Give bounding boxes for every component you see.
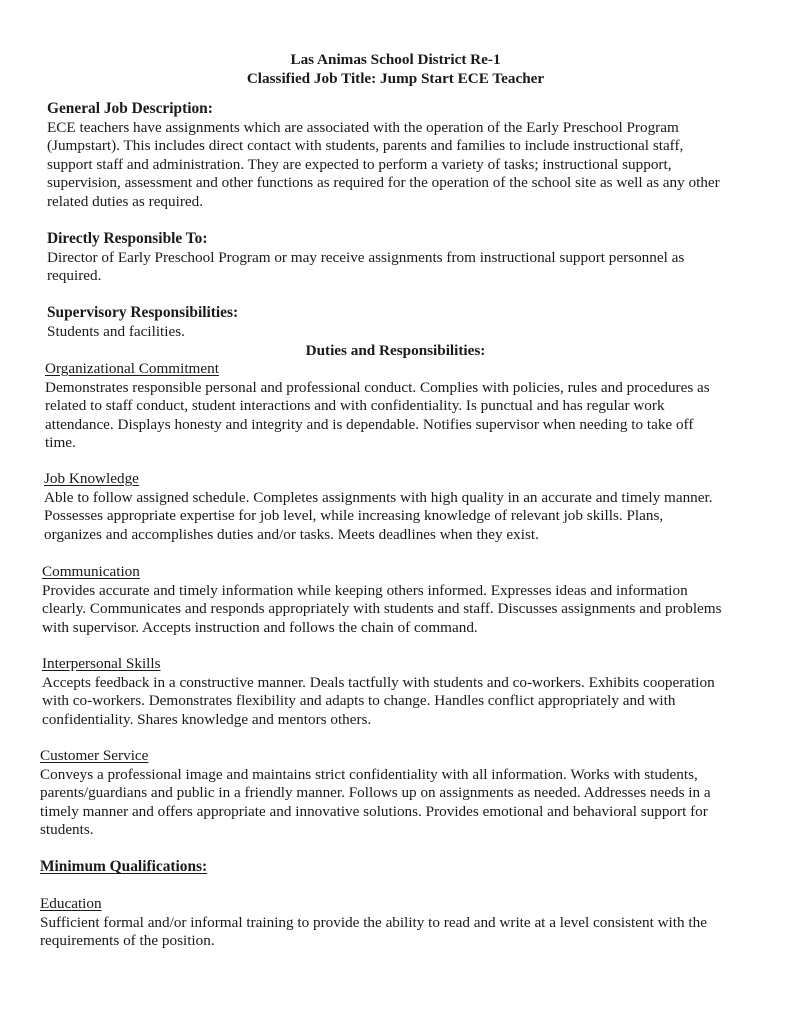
organizational-section	[45, 360, 775, 453]
job-knowledge-heading: Job Knowledge	[44, 470, 139, 487]
general-description-heading: General Job Description:	[47, 100, 213, 117]
interpersonal-line: confidentiality. Shares knowledge and mentors others.	[42, 710, 372, 728]
responsible-line: required.	[47, 267, 102, 285]
education-section	[40, 895, 785, 951]
supervisory-heading: Supervisory Responsibilities:	[47, 304, 239, 321]
organizational-line: attendance. Displays honesty and integrity and is dependable. Notifies supervisor when needing to take off	[45, 415, 694, 433]
job-knowledge-line: organizes and accomplishes duties and/or tasks. Meets deadlines when they exist.	[44, 525, 539, 543]
interpersonal-line: with co-workers. Demonstrates flexibility and adapts to change. Handles conflict appropriately and with	[42, 692, 676, 710]
communication-line: with supervisor. Accepts instruction and follows the chain of command.	[42, 618, 478, 636]
communication-section	[42, 563, 782, 637]
customer-service-line: students.	[40, 821, 94, 839]
communication-line: clearly. Communicates and responds appropriately with students and staff. Discusses assignments and problems	[42, 600, 722, 618]
supervisory-line: Students and facilities.	[47, 322, 185, 340]
document-header	[0, 50, 791, 88]
general-line: ECE teachers have assignments which are associated with the operation of the Early Preschool Program	[47, 118, 679, 136]
duties-heading: Duties and Responsibilities:	[305, 342, 486, 359]
supervisory-section	[47, 304, 767, 341]
organizational-line: Demonstrates responsible personal and professional conduct. Complies with policies, rules and procedures as	[45, 378, 710, 396]
job-title: Classified Job Title: Jump Start ECE Teacher	[246, 70, 545, 87]
customer-service-line: Conveys a professional image and maintains strict confidentiality with all information. Works with students,	[40, 765, 698, 783]
organizational-line: related to staff conduct, student interactions and with confidentiality. Is punctual and has regular work	[45, 397, 665, 415]
job-knowledge-section	[44, 470, 779, 544]
interpersonal-section	[42, 655, 782, 729]
general-description-section	[47, 100, 767, 212]
responsible-line: Director of Early Preschool Program or may receive assignments from instructional support personnel as	[47, 248, 685, 266]
customer-service-heading: Customer Service	[40, 747, 149, 764]
education-line: Sufficient formal and/or informal training to provide the ability to read and write at a level consistent with the	[40, 913, 707, 931]
customer-service-line: timely manner and offers appropriate and innovative solutions. Provides emotional and behavioral support for	[40, 802, 708, 820]
interpersonal-heading: Interpersonal Skills	[42, 655, 161, 672]
customer-service-section	[40, 747, 785, 840]
general-line: support staff and administration. They are expected to perform a variety of tasks; instructional support,	[47, 155, 672, 173]
min-qualifications-section	[40, 858, 440, 877]
min-qualifications-heading: Minimum Qualifications:	[40, 858, 208, 875]
education-line: requirements of the position.	[40, 932, 215, 950]
job-knowledge-line: Able to follow assigned schedule. Completes assignments with high quality in an accurate and timely manner.	[44, 488, 713, 506]
interpersonal-line: Accepts feedback in a constructive manner. Deals tactfully with students and co-workers. Exhibits cooperation	[42, 673, 715, 691]
district-name: Las Animas School District Re-1	[290, 51, 501, 68]
job-knowledge-line: Possesses appropriate expertise for job level, while increasing knowledge of relevant job skills. Plans,	[44, 507, 664, 525]
organizational-line: time.	[45, 434, 76, 452]
general-line: related duties as required.	[47, 192, 204, 210]
responsible-to-section	[47, 230, 767, 286]
general-line: (Jumpstart). This includes direct contact with students, parents and families to include instructional staff,	[47, 137, 684, 155]
responsible-to-heading: Directly Responsible To:	[47, 230, 208, 247]
customer-service-line: parents/guardians and public in a friendly manner. Follows up on assignments as needed. Addresses needs in a	[40, 784, 711, 802]
communication-line: Provides accurate and timely information while keeping others informed. Expresses ideas and information	[42, 581, 688, 599]
organizational-heading: Organizational Commitment	[45, 360, 219, 377]
education-heading: Education	[40, 895, 102, 912]
general-line: supervision, assessment and other functions as required for the operation of the school site as well as any other	[47, 174, 720, 192]
communication-heading: Communication	[42, 563, 140, 580]
